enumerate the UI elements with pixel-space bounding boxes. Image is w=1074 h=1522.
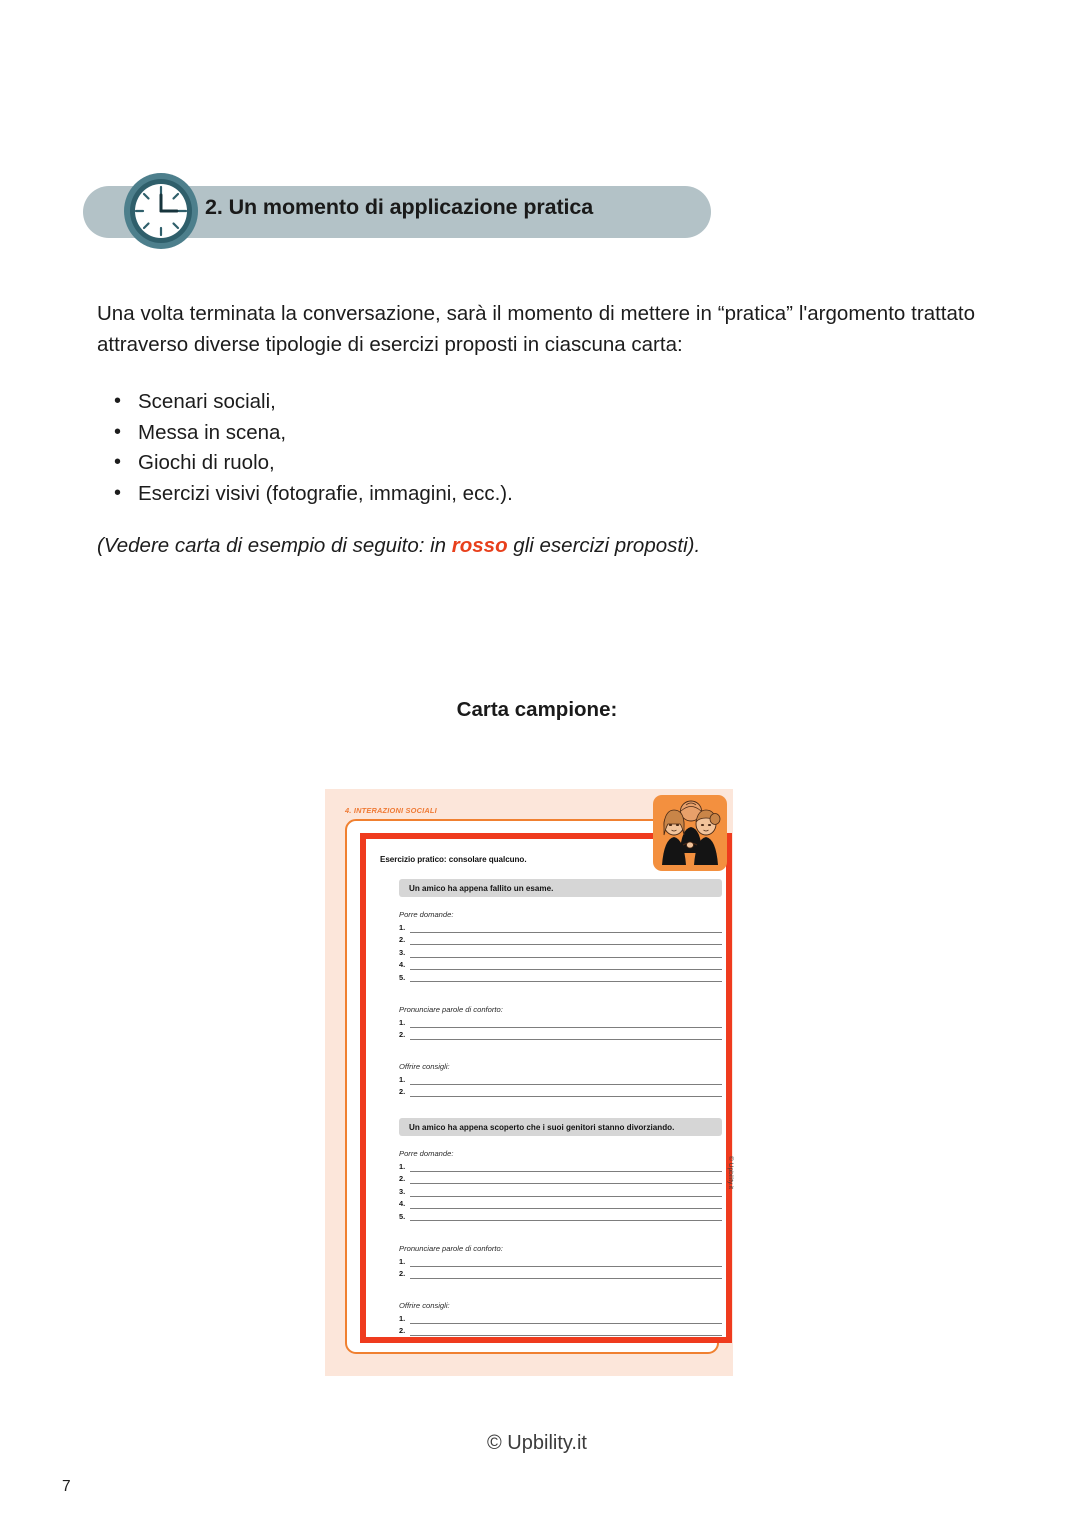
card-red-frame xyxy=(360,833,732,1343)
list-item xyxy=(114,387,513,418)
footer-copyright: © Upbility.it xyxy=(487,1432,587,1454)
bullet-dot-icon: • xyxy=(114,451,122,473)
exercise-type-list xyxy=(100,387,513,509)
section-title: 2. Un momento di applicazione pratica xyxy=(205,195,594,219)
clock-icon xyxy=(121,171,201,251)
answer-number: 1. xyxy=(399,1075,406,1084)
card-vertical-copyright: © Upbility.it xyxy=(727,1156,734,1189)
legend-note-prefix: (Vedere carta di esempio di seguito: in xyxy=(97,534,452,557)
answer-number: 1. xyxy=(399,1314,406,1323)
three-people-illustration-icon xyxy=(653,795,727,871)
card-kicker: 4. INTERAZIONI SOCIALI xyxy=(345,806,437,815)
sample-card xyxy=(325,789,733,1376)
list-item xyxy=(114,448,513,479)
exercise-title: Esercizio pratico: consolare qualcuno. xyxy=(380,855,527,864)
card-caption: Carta campione: xyxy=(456,698,618,721)
answer-number: 2. xyxy=(399,935,406,945)
list-item xyxy=(114,418,513,449)
list-item-label: Giochi di ruolo, xyxy=(138,451,275,474)
section-header xyxy=(83,186,711,238)
answer-number: 1. xyxy=(399,1018,406,1027)
group-label: Pronunciare parole di conforto: xyxy=(399,1244,503,1253)
legend-note-red-word: rosso xyxy=(451,534,508,557)
answer-number: 5. xyxy=(399,1211,406,1221)
answer-number: 1. xyxy=(399,923,406,932)
legend-note-suffix: gli esercizi proposti). xyxy=(507,534,701,557)
bullet-dot-icon: • xyxy=(114,420,122,443)
answer-number: 3. xyxy=(399,947,406,957)
bullet-dot-icon: • xyxy=(114,390,122,412)
group-label: Pronunciare parole di conforto: xyxy=(399,1005,503,1014)
answer-number: 2. xyxy=(399,1087,406,1097)
answer-number: 2. xyxy=(399,1269,406,1279)
answer-number: 2. xyxy=(399,1174,406,1184)
prompt-text: Un amico ha appena fallito un esame. xyxy=(409,883,554,893)
page-number: 7 xyxy=(62,1478,71,1495)
answer-number: 2. xyxy=(399,1030,406,1040)
answer-number: 2. xyxy=(399,1326,406,1336)
group-label: Offrire consigli: xyxy=(399,1062,450,1071)
prompt-text: Un amico ha appena scoperto che i suoi genitori stanno divorziando. xyxy=(409,1122,675,1132)
intro-paragraph: Una volta terminata la conversazione, sarà il momento di mettere in “pratica” l'argomento trattato attraverso diverse tipologie di esercizi proposti in ciascuna carta: xyxy=(97,302,975,356)
bullet-dot-icon: • xyxy=(114,481,122,504)
answer-number: 4. xyxy=(399,960,406,970)
list-item-label: Esercizi visivi (fotografie, immagini, ecc.). xyxy=(138,481,513,505)
list-item-label: Scenari sociali, xyxy=(138,390,276,413)
answer-number: 4. xyxy=(399,1199,406,1209)
answer-number: 1. xyxy=(399,1162,406,1171)
answer-number: 3. xyxy=(399,1186,406,1196)
legend-note xyxy=(97,534,700,558)
list-item xyxy=(114,479,513,510)
answer-number: 5. xyxy=(399,972,406,982)
list-item-label: Messa in scena, xyxy=(138,420,287,444)
group-label: Porre domande: xyxy=(399,910,454,919)
answer-number: 1. xyxy=(399,1257,406,1266)
group-label: Porre domande: xyxy=(399,1149,454,1158)
group-label: Offrire consigli: xyxy=(399,1301,450,1310)
